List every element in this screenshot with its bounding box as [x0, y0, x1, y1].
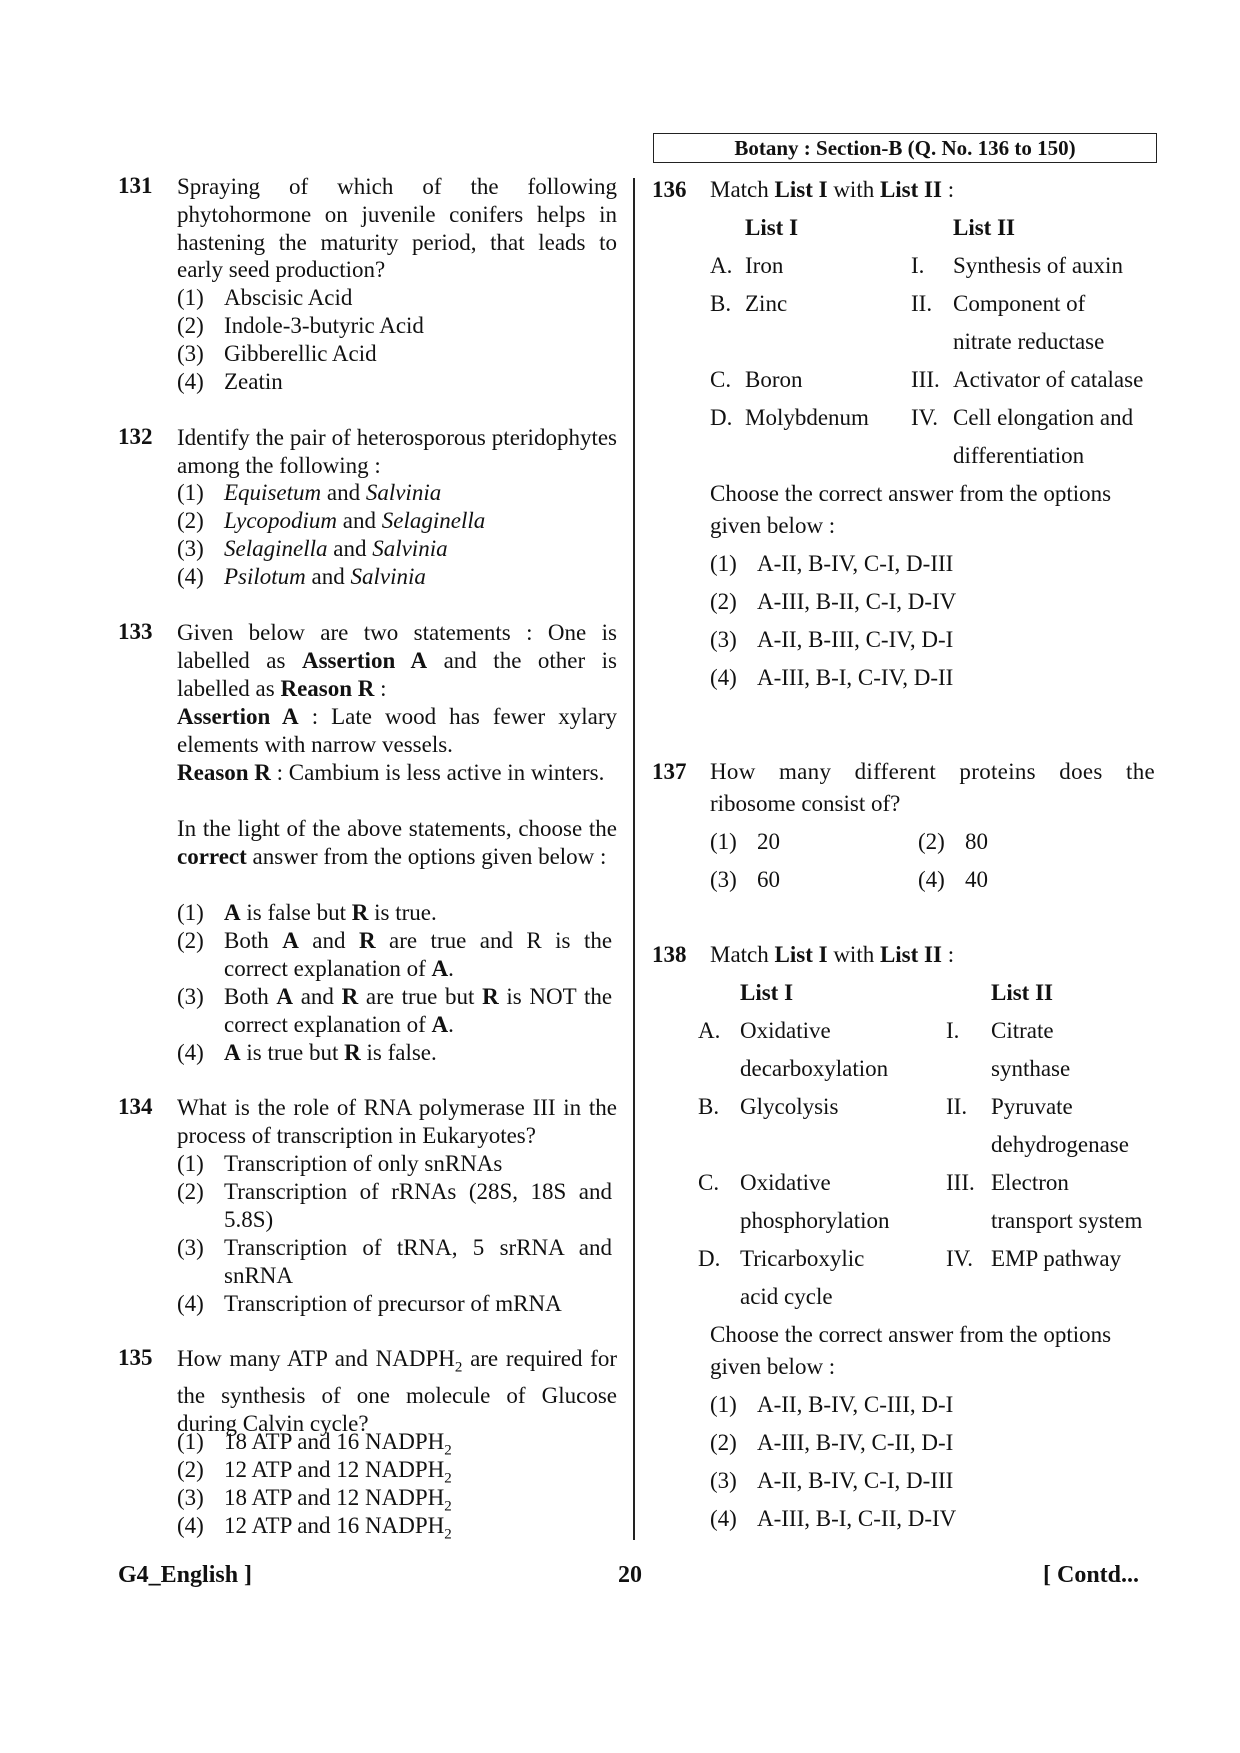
match-cell: Synthesis of auxin [953, 253, 1123, 278]
match-cell: II. [946, 1094, 968, 1119]
footer-paper-code: G4_English ] [118, 1562, 253, 1588]
text-span: : [947, 177, 955, 202]
match-cell: D. [698, 1246, 721, 1271]
option-text: Transcription of precursor of mRNA [224, 1291, 562, 1316]
text-span: R [358, 928, 376, 953]
match-cell: Molybdenum [745, 405, 869, 430]
text-span: with [833, 177, 875, 202]
text-span: answer from the options given below : [252, 843, 607, 869]
choose-instruction-2: given below : [710, 513, 836, 538]
text-span: is NOT the correct explanation of [224, 984, 613, 1037]
option-text: Gibberellic Acid [224, 341, 377, 366]
option-number: (1) [177, 1151, 204, 1176]
option-number: (4) [177, 564, 204, 589]
option-text: Zeatin [224, 369, 283, 394]
text-span: is false but [246, 900, 347, 925]
text-span: Reason R [280, 675, 375, 701]
genus-name: Selaginella [381, 508, 486, 533]
option-number: (4) [710, 1506, 737, 1531]
option-text [224, 508, 485, 534]
list1-heading: List I [745, 215, 799, 240]
choose-instruction [177, 815, 617, 871]
column-divider [633, 178, 635, 1540]
and-word: and [311, 564, 345, 589]
text-span: are required for the synthesis of one molecule of Glucose during Calvin cycle? [177, 1346, 617, 1437]
option-number: (3) [710, 1468, 737, 1493]
match-cell: phosphorylation [740, 1208, 890, 1233]
option-text: 40 [965, 867, 988, 892]
and-word: and [333, 536, 367, 561]
match-cell: Pyruvate [991, 1094, 1073, 1119]
option-number: (2) [918, 829, 945, 854]
text-span: correct [177, 843, 247, 869]
question-text: Spraying of which of the following phytohormone on juvenile conifers helps in hastening the maturity period, that leads to early seed production? [177, 174, 617, 283]
text-span: 12 ATP and 16 NADPH [224, 1513, 445, 1538]
option-text: 20 [757, 829, 780, 854]
text-span: 18 ATP and 16 NADPH [224, 1429, 445, 1454]
option-number: (2) [177, 1457, 204, 1482]
match-cell: III. [946, 1170, 975, 1195]
match-cell: nitrate reductase [953, 329, 1105, 354]
text-span: A [276, 984, 294, 1009]
option-text: A-III, B-II, C-I, D-IV [757, 589, 957, 614]
text-span: A [224, 900, 241, 925]
text-span: List I [774, 942, 828, 967]
match-cell: differentiation [953, 443, 1085, 468]
text-span: How many ATP and NADPH [177, 1346, 455, 1371]
text-span: are true and R is the correct explanation of [224, 928, 613, 981]
match-cell: Tricarboxylic [740, 1246, 865, 1271]
choose-instruction: Choose the correct answer from the options [710, 1322, 1112, 1347]
text-span: List II [879, 942, 942, 967]
match-cell: Cell elongation and [953, 405, 1134, 430]
option-number: (1) [710, 551, 737, 576]
option-text: Indole-3-butyric Acid [224, 313, 424, 338]
assertion-statement [177, 703, 617, 759]
option-number: (3) [177, 1485, 204, 1510]
genus-name: Salvinia [365, 480, 442, 505]
text-span: List II [879, 177, 942, 202]
genus-name: Psilotum [224, 564, 306, 589]
option-number: (3) [177, 341, 204, 366]
continued-label: [ Contd... [1043, 1562, 1140, 1588]
question-text [710, 942, 954, 968]
option-number: (2) [177, 928, 204, 953]
text-span: with [833, 942, 875, 967]
text-span: List I [774, 177, 828, 202]
text-span: A [224, 1040, 241, 1065]
text-span: : [380, 675, 387, 701]
option-text: 80 [965, 829, 988, 854]
match-cell: dehydrogenase [991, 1132, 1129, 1157]
text-span: is true. [374, 900, 437, 925]
option-number: (4) [177, 1291, 204, 1316]
match-cell: IV. [911, 405, 939, 430]
match-cell: transport system [991, 1208, 1143, 1233]
text-span: Assertion A [301, 647, 428, 673]
and-word: and [326, 480, 361, 505]
match-cell: III. [911, 367, 940, 392]
match-cell: Glycolysis [740, 1094, 839, 1119]
match-cell: C. [698, 1170, 720, 1195]
option-text: Transcription of rRNAs (28S, 18S and 5.8S) [224, 1179, 612, 1232]
question-text [710, 177, 954, 203]
option-text: 60 [757, 867, 780, 892]
text-span: and the other is labelled as [177, 647, 617, 701]
option-text: A-III, B-IV, C-II, D-I [757, 1430, 954, 1455]
option-number: (1) [710, 829, 737, 854]
match-cell: Oxidative [740, 1170, 831, 1195]
subscript: 2 [444, 1498, 452, 1515]
option-text [224, 927, 612, 983]
question-text: Identify the pair of heterosporous pteridophytes among the following : [177, 425, 617, 478]
option-number: (1) [177, 285, 204, 310]
option-text: A-II, B-IV, C-III, D-I [757, 1392, 954, 1417]
option-text: A-II, B-IV, C-I, D-III [757, 1468, 954, 1493]
text-span: and [300, 984, 334, 1009]
question-number: 135 [118, 1345, 153, 1370]
option-text [224, 1429, 452, 1460]
option-text: Transcription of only snRNAs [224, 1151, 503, 1176]
option-text [224, 480, 441, 506]
text-span: and [312, 928, 346, 953]
text-span: are true but [365, 984, 475, 1009]
subscript: 2 [444, 1442, 452, 1459]
question-number: 138 [652, 942, 687, 967]
page-number: 20 [618, 1562, 642, 1588]
option-text: Transcription of tRNA, 5 srRNA and snRNA [224, 1235, 612, 1288]
and-word: and [342, 508, 376, 533]
option-number: (4) [177, 369, 204, 394]
question-number: 133 [118, 619, 153, 644]
subscript: 2 [444, 1470, 452, 1487]
text-span: 12 ATP and 12 NADPH [224, 1457, 445, 1482]
reason-statement [177, 759, 617, 787]
option-number: (2) [710, 589, 737, 614]
text-span: A [431, 1011, 449, 1037]
match-cell: synthase [991, 1056, 1071, 1081]
option-number: (2) [710, 1430, 737, 1455]
text-span: Both [224, 928, 269, 953]
question-number: 132 [118, 424, 153, 449]
option-text: A-III, B-I, C-II, D-IV [757, 1506, 957, 1531]
option-number: (1) [177, 900, 204, 925]
question-text-2: ribosome consist of? [710, 791, 901, 816]
option-text [224, 1039, 612, 1067]
list2-heading: List II [953, 215, 1015, 240]
option-text [224, 536, 448, 562]
match-cell: II. [911, 291, 933, 316]
choose-instruction-2: given below : [710, 1354, 836, 1379]
text-span: . [448, 1011, 454, 1037]
question-text [177, 1345, 617, 1438]
match-cell: Component of [953, 291, 1086, 316]
text-span: R [351, 900, 369, 925]
text-span: R [344, 1040, 361, 1065]
question-text: What is the role of RNA polymerase III in the process of transcription in Eukaryotes? [177, 1095, 617, 1148]
option-text [224, 899, 612, 927]
option-text: A-II, B-IV, C-I, D-III [757, 551, 954, 576]
match-cell: acid cycle [740, 1284, 833, 1309]
text-span: Given below are two statements : One is labelled as [177, 620, 617, 673]
option-number: (3) [177, 536, 204, 561]
option-number: (2) [177, 1179, 204, 1204]
genus-name: Salvinia [372, 536, 448, 561]
text-span: A [431, 955, 449, 981]
text-span: . [448, 955, 454, 981]
text-span: Reason R [177, 760, 271, 785]
genus-name: Equisetum [224, 480, 322, 505]
match-cell: Iron [745, 253, 784, 278]
option-text: A-II, B-III, C-IV, D-I [757, 627, 954, 652]
option-number: (3) [177, 984, 204, 1009]
list1-heading: List I [740, 980, 794, 1005]
option-number: (1) [710, 1392, 737, 1417]
option-number: (2) [177, 508, 204, 533]
text-span: : Late wood has fewer xylary elements with narrow vessels. [177, 704, 618, 757]
match-cell: Electron [991, 1170, 1069, 1195]
option-text [224, 564, 426, 590]
option-number: (4) [710, 665, 737, 690]
question-text: How many different proteins does the [710, 759, 1155, 784]
text-span: : Cambium is less active in winters. [276, 760, 605, 785]
match-cell: I. [946, 1018, 960, 1043]
option-text: A-III, B-I, C-IV, D-II [757, 665, 954, 690]
choose-instruction: Choose the correct answer from the options [710, 481, 1112, 506]
match-cell: A. [710, 253, 733, 278]
option-text: Abscisic Acid [224, 285, 353, 310]
text-span: R [482, 984, 499, 1009]
option-number: (1) [177, 480, 204, 505]
text-span: Match [710, 177, 769, 202]
text-span: A [282, 928, 299, 953]
match-cell: B. [710, 291, 732, 316]
text-span: 18 ATP and 12 NADPH [224, 1485, 445, 1510]
option-number: (4) [177, 1040, 204, 1065]
match-cell: decarboxylation [740, 1056, 889, 1081]
text-span: Match [710, 942, 769, 967]
option-text [224, 983, 612, 1039]
question-number: 136 [652, 177, 687, 202]
text-span: Assertion A [177, 704, 299, 729]
question-number: 137 [652, 759, 687, 784]
match-cell: IV. [946, 1246, 974, 1271]
match-cell: C. [710, 367, 732, 392]
match-cell: A. [698, 1018, 721, 1043]
question-intro [177, 619, 617, 702]
match-cell: I. [911, 253, 925, 278]
section-header: Botany : Section-B (Q. No. 136 to 150) [653, 133, 1157, 163]
subscript: 2 [444, 1526, 452, 1543]
genus-name: Lycopodium [224, 508, 338, 533]
text-span: In the light of the above statements, choose the [177, 816, 617, 841]
option-text [224, 1457, 452, 1488]
match-cell: Citrate [991, 1018, 1054, 1043]
text-span: is false. [366, 1040, 437, 1065]
option-number: (3) [710, 627, 737, 652]
option-number: (4) [177, 1513, 204, 1538]
text-span: is true but [246, 1040, 339, 1065]
genus-name: Salvinia [350, 564, 426, 589]
genus-name: Selaginella [224, 536, 328, 561]
match-cell: Zinc [745, 291, 788, 316]
match-cell: Activator of catalase [953, 367, 1144, 392]
text-span: R [341, 984, 359, 1009]
match-cell: B. [698, 1094, 720, 1119]
match-cell: Boron [745, 367, 803, 392]
match-cell: D. [710, 405, 733, 430]
option-text [224, 1485, 452, 1516]
option-number: (3) [177, 1235, 204, 1260]
text-span: Both [224, 984, 269, 1009]
option-text [224, 1513, 452, 1544]
option-number: (3) [710, 867, 737, 892]
question-number: 131 [118, 173, 153, 198]
list2-heading: List II [991, 980, 1053, 1005]
option-number: (2) [177, 313, 204, 338]
match-cell: EMP pathway [991, 1246, 1122, 1271]
question-number: 134 [118, 1094, 153, 1119]
option-number: (4) [918, 867, 945, 892]
option-number: (1) [177, 1429, 204, 1454]
subscript: 2 [454, 1359, 463, 1376]
text-span: : [947, 942, 955, 967]
match-cell: Oxidative [740, 1018, 831, 1043]
